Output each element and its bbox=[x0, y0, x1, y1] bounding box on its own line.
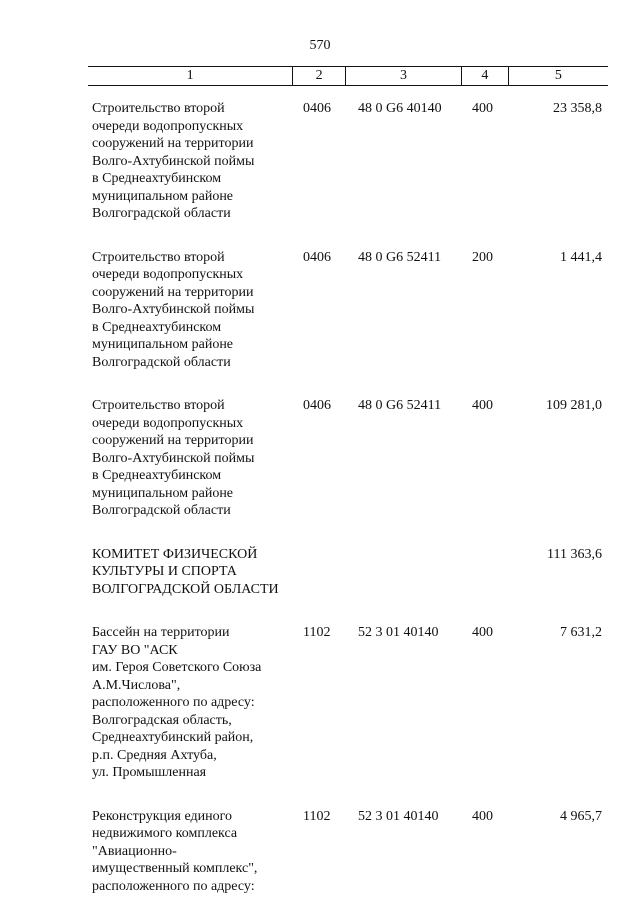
header-col-1: 1 bbox=[88, 67, 293, 86]
row-name: Строительство второй очереди водопропускных сооружений на территории Волго-Ахтубинской поймы в Среднеахтубинском муниципальном районе Волгоградской области bbox=[92, 249, 255, 370]
row-type: 400 bbox=[472, 398, 493, 413]
row-amount: 7 631,2 bbox=[560, 625, 602, 640]
row-type: 400 bbox=[472, 808, 493, 824]
row-amount: 1 441,4 bbox=[560, 249, 602, 265]
row-name: Реконструкция единого недвижимого комплекса "Авиационно- имущественный комплекс", расположенного по адресу: bbox=[92, 808, 258, 894]
table-row bbox=[0, 624, 640, 782]
table-row bbox=[0, 546, 640, 599]
table-row bbox=[0, 808, 640, 896]
row-code: 48 0 G6 52411 bbox=[358, 398, 442, 413]
table-header bbox=[88, 66, 608, 86]
row-name: Строительство второй очереди водопропускных сооружений на территории Волго-Ахтубинской поймы в Среднеахтубинском муниципальном районе Волгоградской области bbox=[92, 398, 255, 518]
row-code: 48 0 G6 40140 bbox=[358, 101, 442, 116]
row-name: Строительство второй очереди водопропускных сооружений на территории Волго-Ахтубинской поймы в Среднеахтубинском муниципальном районе Волгоградской области bbox=[92, 101, 255, 221]
row-amount: 109 281,0 bbox=[546, 398, 602, 413]
header-col-5: 5 bbox=[508, 67, 608, 86]
header-col-4: 4 bbox=[462, 67, 509, 86]
table-body bbox=[0, 100, 640, 921]
row-amount: 4 965,7 bbox=[560, 808, 602, 824]
row-name: Бассейн на территории ГАУ ВО "АСК им. Героя Советского Союза А.М.Числова", расположенного по адресу: Волгоградская область, Среднеахтубинский район, р.п. Средняя Ахтуба, ул. Промышленная bbox=[92, 625, 262, 780]
row-type: 200 bbox=[472, 249, 493, 265]
row-section: 0406 bbox=[303, 101, 331, 116]
row-type: 400 bbox=[472, 625, 493, 640]
row-section: 0406 bbox=[303, 249, 331, 265]
table-row bbox=[0, 249, 640, 372]
table-row bbox=[0, 100, 640, 223]
page-number: 570 bbox=[309, 38, 331, 53]
header-col-2: 2 bbox=[293, 67, 346, 86]
row-code: 52 3 01 40140 bbox=[358, 625, 439, 640]
row-section: 1102 bbox=[303, 808, 331, 824]
row-type: 400 bbox=[472, 101, 493, 116]
row-code: 52 3 01 40140 bbox=[358, 808, 439, 824]
row-section: 0406 bbox=[303, 398, 331, 413]
row-amount: 111 363,6 bbox=[547, 546, 602, 562]
row-name: КОМИТЕТ ФИЗИЧЕСКОЙ КУЛЬТУРЫ И СПОРТА ВОЛГОГРАДСКОЙ ОБЛАСТИ bbox=[92, 546, 279, 597]
row-code: 48 0 G6 52411 bbox=[358, 249, 442, 265]
table-row bbox=[0, 397, 640, 520]
row-amount: 23 358,8 bbox=[553, 101, 602, 116]
row-section: 1102 bbox=[303, 625, 331, 640]
header-col-3: 3 bbox=[345, 67, 461, 86]
